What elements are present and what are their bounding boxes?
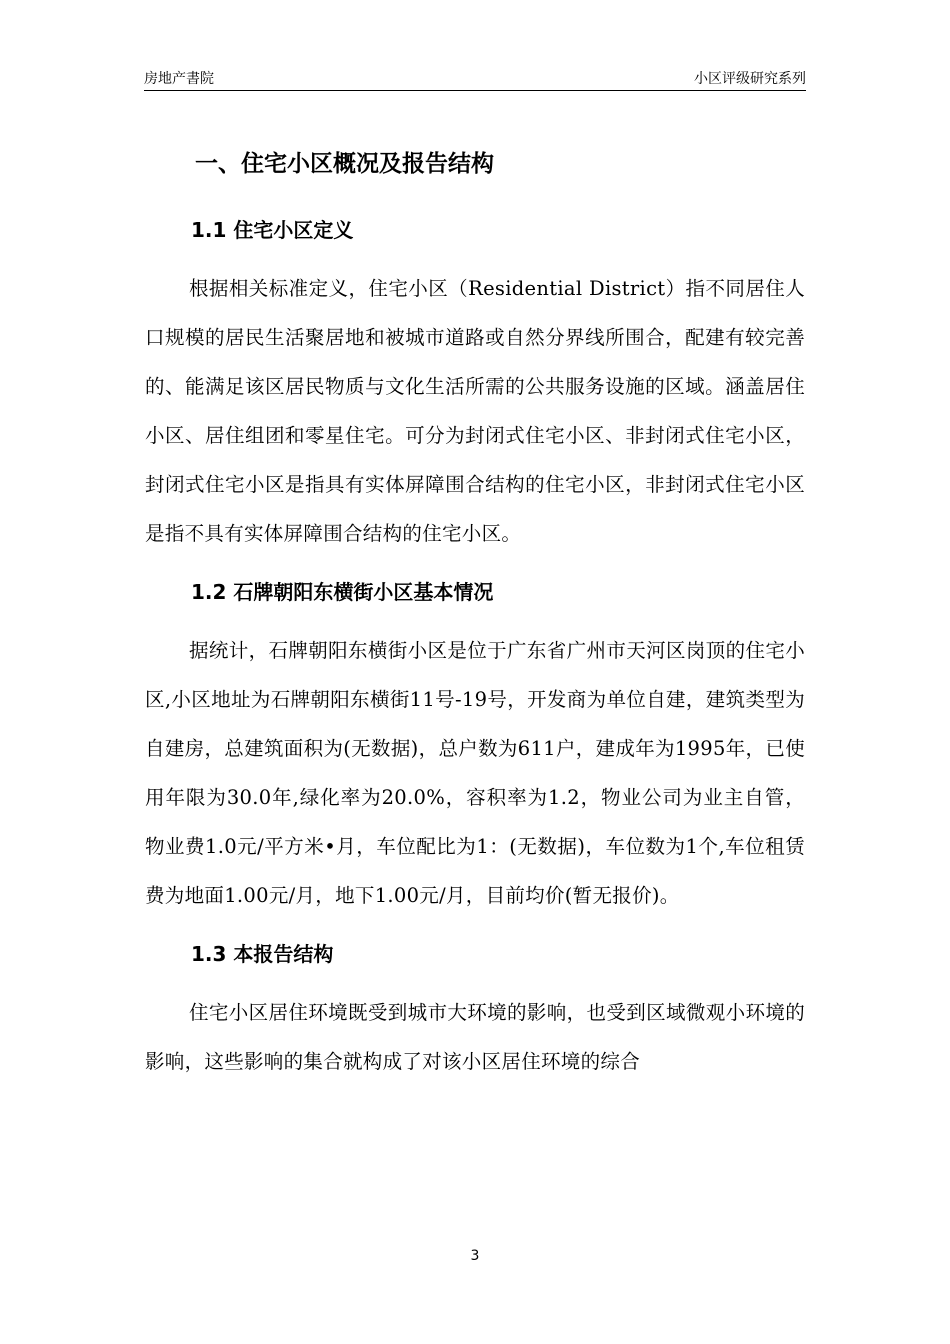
subsection-title-1-3: 1.3 本报告结构 bbox=[191, 942, 334, 966]
subsection-heading-block bbox=[145, 930, 805, 988]
section-title: 一、住宅小区概况及报告结构 bbox=[195, 151, 494, 177]
header-series-title: 小区评级研究系列 bbox=[694, 71, 806, 87]
page-header bbox=[144, 66, 806, 91]
subsection-title-1-1: 1.1 住宅小区定义 bbox=[191, 218, 354, 242]
page-number: 3 bbox=[470, 1248, 480, 1264]
subsection-title-1-2: 1.2 石牌朝阳东横街小区基本情况 bbox=[191, 580, 494, 604]
subsection-heading-block bbox=[145, 568, 805, 626]
header-publisher: 房地产書院 bbox=[144, 71, 214, 87]
subsection-heading-block bbox=[145, 206, 805, 264]
paragraph-report-structure: 住宅小区居住环境既受到城市大环境的影响，也受到区域微观小环境的影响，这些影响的集合就构成了对该小区居住环境的综合 bbox=[145, 1001, 805, 1073]
section-heading-block bbox=[145, 140, 805, 206]
paragraph-basic-info: 据统计，石牌朝阳东横街小区是位于广东省广州市天河区岗顶的住宅小区,小区地址为石牌朝阳东横街11号-19号，开发商为单位自建，建筑类型为自建房，总建筑面积为(无数据)，总户数为611户，建成年为1995年，已使用年限为30.0年,绿化率为20.0%，容积率为1.2，物业公司为业主自管，物业费1.0元/平方米•月，车位配比为1：(无数据)，车位数为1个,车位租赁费为地面1.00元/月，地下1.00元/月，目前均价(暂无报价)。 bbox=[145, 639, 805, 907]
paragraph-definition: 根据相关标准定义，住宅小区（Residential District）指不同居住人口规模的居民生活聚居地和被城市道路或自然分界线所围合，配建有较完善的、能满足该区居民物质与文化生活所需的公共服务设施的区域。涵盖居住小区、居住组团和零星住宅。可分为封闭式住宅小区、非封闭式住宅小区，封闭式住宅小区是指具有实体屏障围合结构的住宅小区，非封闭式住宅小区是指不具有实体屏障围合结构的住宅小区。 bbox=[145, 277, 805, 545]
page-content bbox=[145, 140, 805, 1096]
